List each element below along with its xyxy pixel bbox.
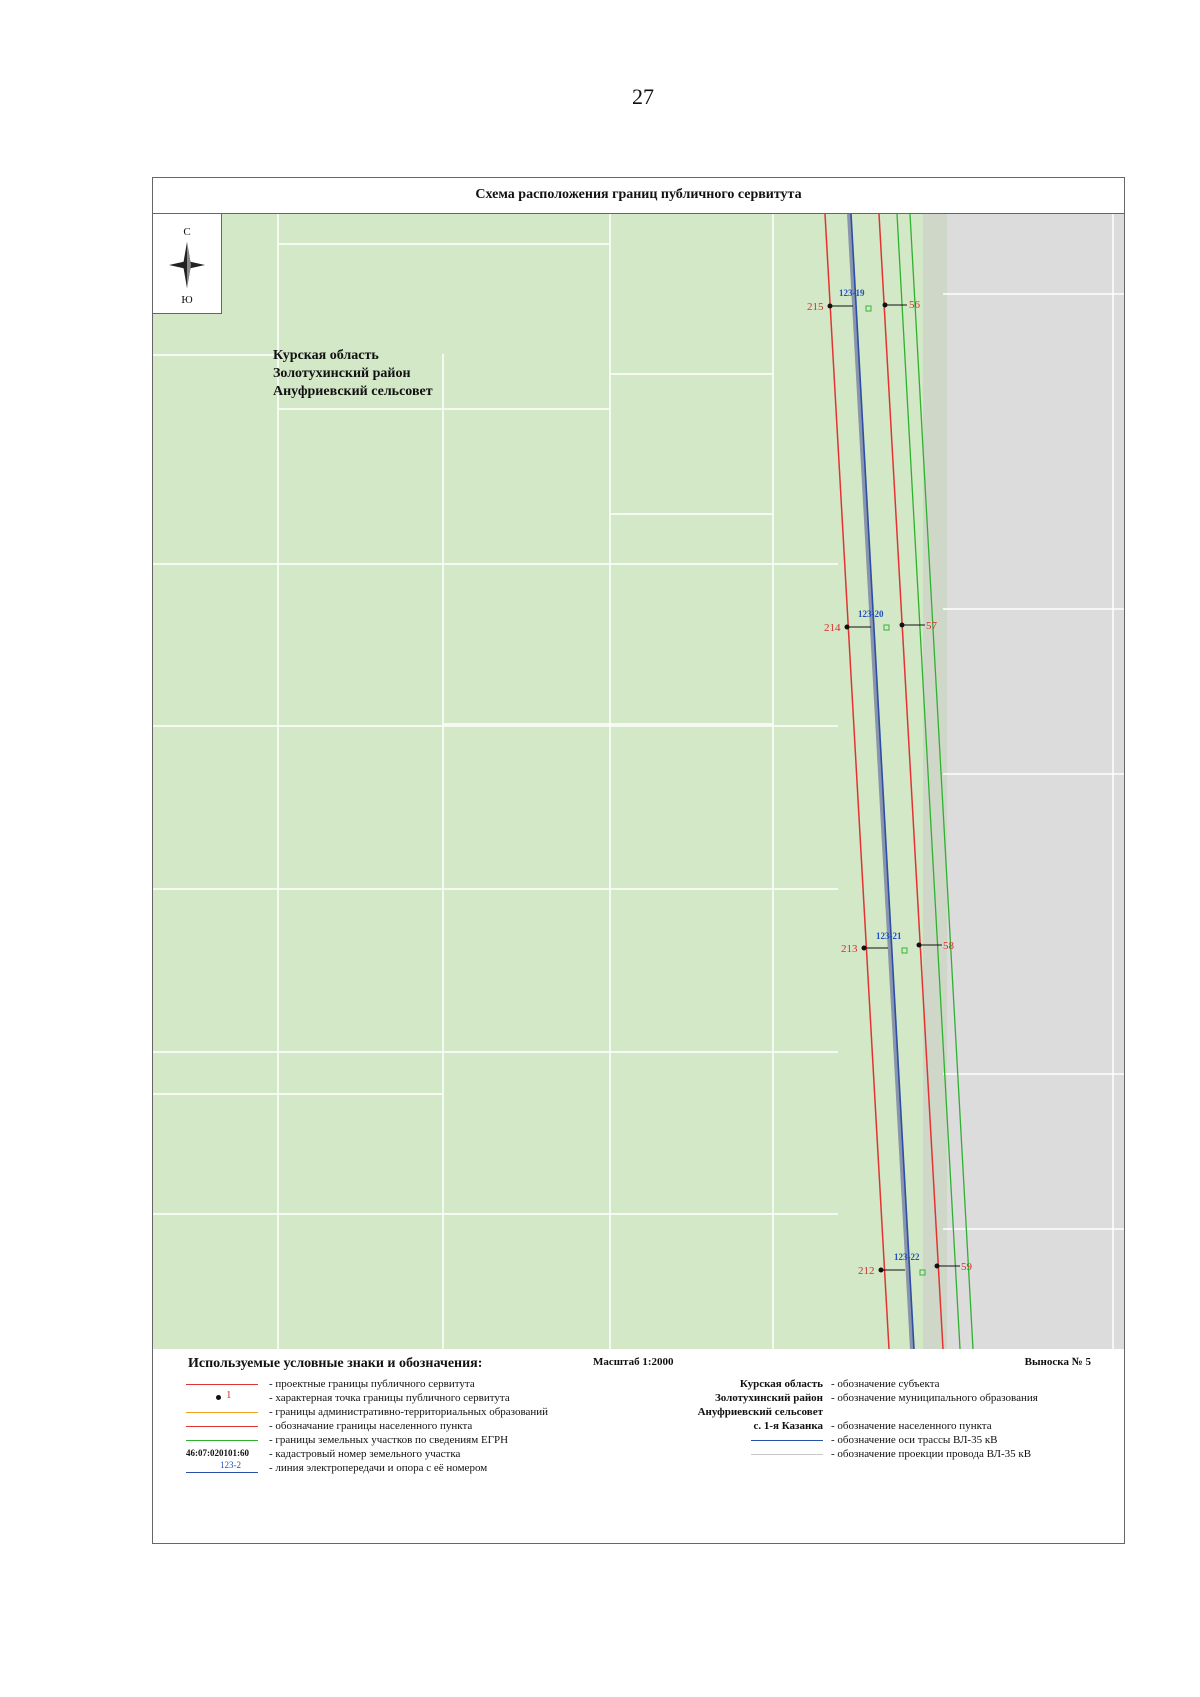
compass-box <box>153 214 222 314</box>
point-number: 57 <box>926 620 937 632</box>
red-line-symbol <box>186 1426 258 1427</box>
point-number: 212 <box>858 1265 875 1277</box>
field-edge-strip <box>923 214 947 1349</box>
map-area[interactable] <box>153 214 1124 1349</box>
support-label: 123-19 <box>839 288 865 298</box>
point-number: 59 <box>961 1261 972 1273</box>
callout-number: Выноска № 5 <box>1024 1356 1091 1368</box>
legend-right-item <box>683 1392 1123 1406</box>
point-number: 58 <box>943 940 954 952</box>
vl-line-symbol <box>186 1462 258 1476</box>
scheme-title: Схема расположения границ публичного сервитута <box>153 178 1124 214</box>
orange-line-symbol <box>186 1412 258 1413</box>
legend-right-item <box>683 1378 1123 1392</box>
legend-text: - характерная точка границы публичного сервитута <box>269 1392 510 1404</box>
legend-right-label: с. 1-я Казанка <box>753 1420 823 1432</box>
legend-text: - обозначание границы населенного пункта <box>269 1420 473 1432</box>
scheme-frame <box>152 177 1125 1544</box>
region-label-district: Золотухинский район <box>273 366 411 381</box>
legend-text: - линия электропередачи и опора с её номером <box>269 1462 488 1474</box>
point-number: 214 <box>824 622 841 634</box>
red-line-symbol <box>186 1384 258 1385</box>
legend-right-text: - обозначение населенного пункта <box>831 1420 992 1432</box>
page-number: 27 <box>632 84 654 109</box>
green-line-symbol <box>186 1440 258 1441</box>
legend-item <box>186 1462 646 1476</box>
legend-right-label: Золотухинский район <box>714 1392 823 1404</box>
ploughed-field <box>943 214 1124 1349</box>
legend-right-text: - обозначение оси трассы ВЛ-35 кВ <box>831 1434 998 1446</box>
legend-title: Используемые условные знаки и обозначения: <box>188 1356 483 1371</box>
compass-rose-icon <box>167 240 207 290</box>
cadastral-number-symbol: 46:07:020101:60 <box>186 1448 249 1458</box>
point-symbol <box>186 1389 258 1406</box>
region-labels <box>273 347 433 401</box>
compass-south-label: Ю <box>181 294 193 306</box>
legend-item <box>186 1406 646 1420</box>
support-label: 123-22 <box>894 1252 920 1262</box>
point-number: 56 <box>909 299 920 311</box>
legend-text: - границы земельных участков по сведениям ЕГРН <box>269 1434 509 1446</box>
legend-text: - кадастровый номер земельного участка <box>269 1448 461 1460</box>
legend-right-label: Курская область <box>739 1378 823 1390</box>
legend-right-text: - обозначение муниципального образования <box>831 1392 1038 1404</box>
legend-right-text: - обозначение проекции провода ВЛ-35 кВ <box>831 1448 1032 1460</box>
legend-right-item <box>683 1420 1123 1434</box>
region-label-council: Ануфриевский сельсовет <box>273 384 433 399</box>
legend-item <box>186 1448 646 1462</box>
vl-axis-symbol <box>751 1440 823 1441</box>
compass-north-label: С <box>183 226 191 238</box>
vl-symbol-label: 123-2 <box>220 1460 241 1470</box>
support-label: 123-20 <box>858 609 884 619</box>
support-label: 123-21 <box>876 931 902 941</box>
legend-right-item <box>683 1406 1123 1420</box>
legend-right-item <box>683 1448 1123 1462</box>
region-label-subject: Курская область <box>273 348 379 363</box>
legend-right-text: - обозначение субъекта <box>831 1378 940 1390</box>
legend-item <box>186 1378 646 1392</box>
legend <box>153 1350 1124 1543</box>
legend-text: - границы административно-территориальных образований <box>269 1406 549 1418</box>
legend-item <box>186 1434 646 1448</box>
vl-wire-symbol <box>751 1454 823 1455</box>
legend-right-label: Ануфриевский сельсовет <box>697 1406 823 1418</box>
legend-text: - проектные границы публичного сервитута <box>269 1378 475 1390</box>
point-number: 213 <box>841 943 858 955</box>
legend-item <box>186 1389 646 1406</box>
map-scale: Масштаб 1:2000 <box>593 1356 674 1368</box>
legend-item <box>186 1420 646 1434</box>
legend-right-item <box>683 1434 1123 1448</box>
point-number: 215 <box>807 301 824 313</box>
point-symbol-label: 1 <box>226 1389 232 1401</box>
